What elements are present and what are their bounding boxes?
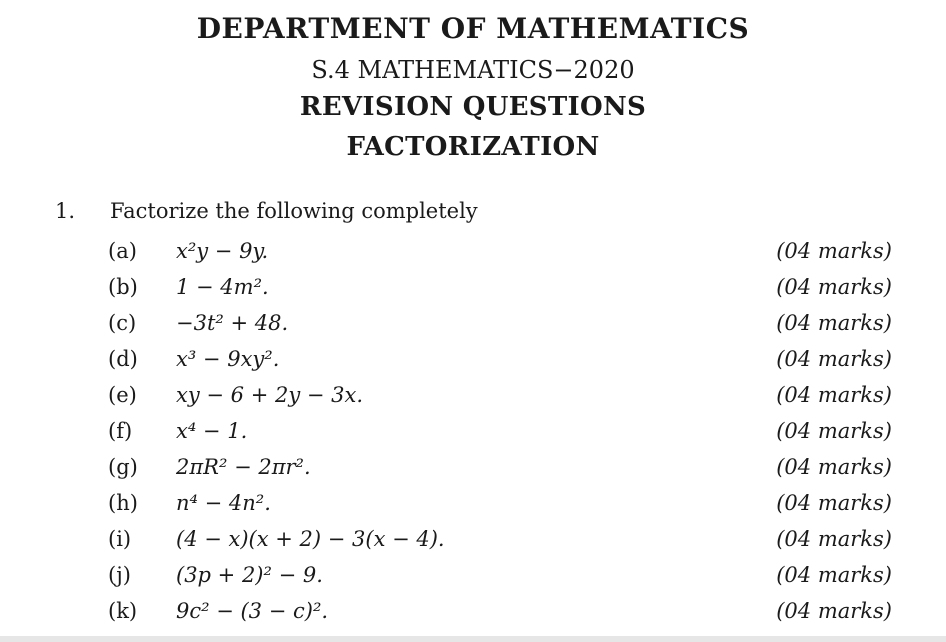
item-label: (h) <box>108 491 138 515</box>
item-marks: (04 marks) <box>776 239 892 263</box>
item-marks: (04 marks) <box>776 527 892 551</box>
item-label: (f) <box>108 419 133 443</box>
revision-heading: REVISION QUESTIONS <box>299 92 647 122</box>
page-bottom-edge <box>0 636 946 642</box>
item-expression: xy − 6 + 2y − 3x. <box>176 383 364 407</box>
question-number: 1. <box>55 199 76 223</box>
item-marks: (04 marks) <box>776 491 892 515</box>
question-item-a <box>0 237 946 273</box>
question-item-k <box>0 597 946 633</box>
topic-heading: FACTORIZATION <box>346 132 600 162</box>
item-marks: (04 marks) <box>776 563 892 587</box>
question-item-j <box>0 561 946 597</box>
item-expression: 9c² − (3 − c)². <box>176 599 329 623</box>
question-item-h <box>0 489 946 525</box>
item-label: (c) <box>108 311 137 335</box>
item-marks: (04 marks) <box>776 275 892 299</box>
question-item-i <box>0 525 946 561</box>
item-marks: (04 marks) <box>776 599 892 623</box>
item-marks: (04 marks) <box>776 455 892 479</box>
item-label: (g) <box>108 455 138 479</box>
item-expression: n⁴ − 4n². <box>176 491 271 515</box>
item-marks: (04 marks) <box>776 311 892 335</box>
question-item-f <box>0 417 946 453</box>
item-label: (d) <box>108 347 138 371</box>
item-expression: x²y − 9y. <box>176 239 269 263</box>
question-item-b <box>0 273 946 309</box>
item-marks: (04 marks) <box>776 347 892 371</box>
question-item-g <box>0 453 946 489</box>
item-label: (i) <box>108 527 132 551</box>
item-expression: 1 − 4m². <box>176 275 269 299</box>
question-item-d <box>0 345 946 381</box>
question-item-e <box>0 381 946 417</box>
item-label: (b) <box>108 275 138 299</box>
question-items-list <box>0 237 946 633</box>
course-subtitle: S.4 MATHEMATICS−2020 <box>311 56 635 84</box>
item-expression: (4 − x)(x + 2) − 3(x − 4). <box>176 527 445 551</box>
question-text: Factorize the following completely <box>110 199 478 223</box>
item-label: (k) <box>108 599 138 623</box>
item-marks: (04 marks) <box>776 383 892 407</box>
department-title: DEPARTMENT OF MATHEMATICS <box>196 12 750 45</box>
item-expression: x⁴ − 1. <box>176 419 248 443</box>
item-label: (e) <box>108 383 137 407</box>
item-expression: −3t² + 48. <box>176 311 289 335</box>
item-marks: (04 marks) <box>776 419 892 443</box>
item-expression: x³ − 9xy². <box>176 347 280 371</box>
question-item-c <box>0 309 946 345</box>
item-label: (j) <box>108 563 131 587</box>
item-expression: (3p + 2)² − 9. <box>176 563 323 587</box>
item-expression: 2πR² − 2πr². <box>176 455 311 479</box>
item-label: (a) <box>108 239 137 263</box>
